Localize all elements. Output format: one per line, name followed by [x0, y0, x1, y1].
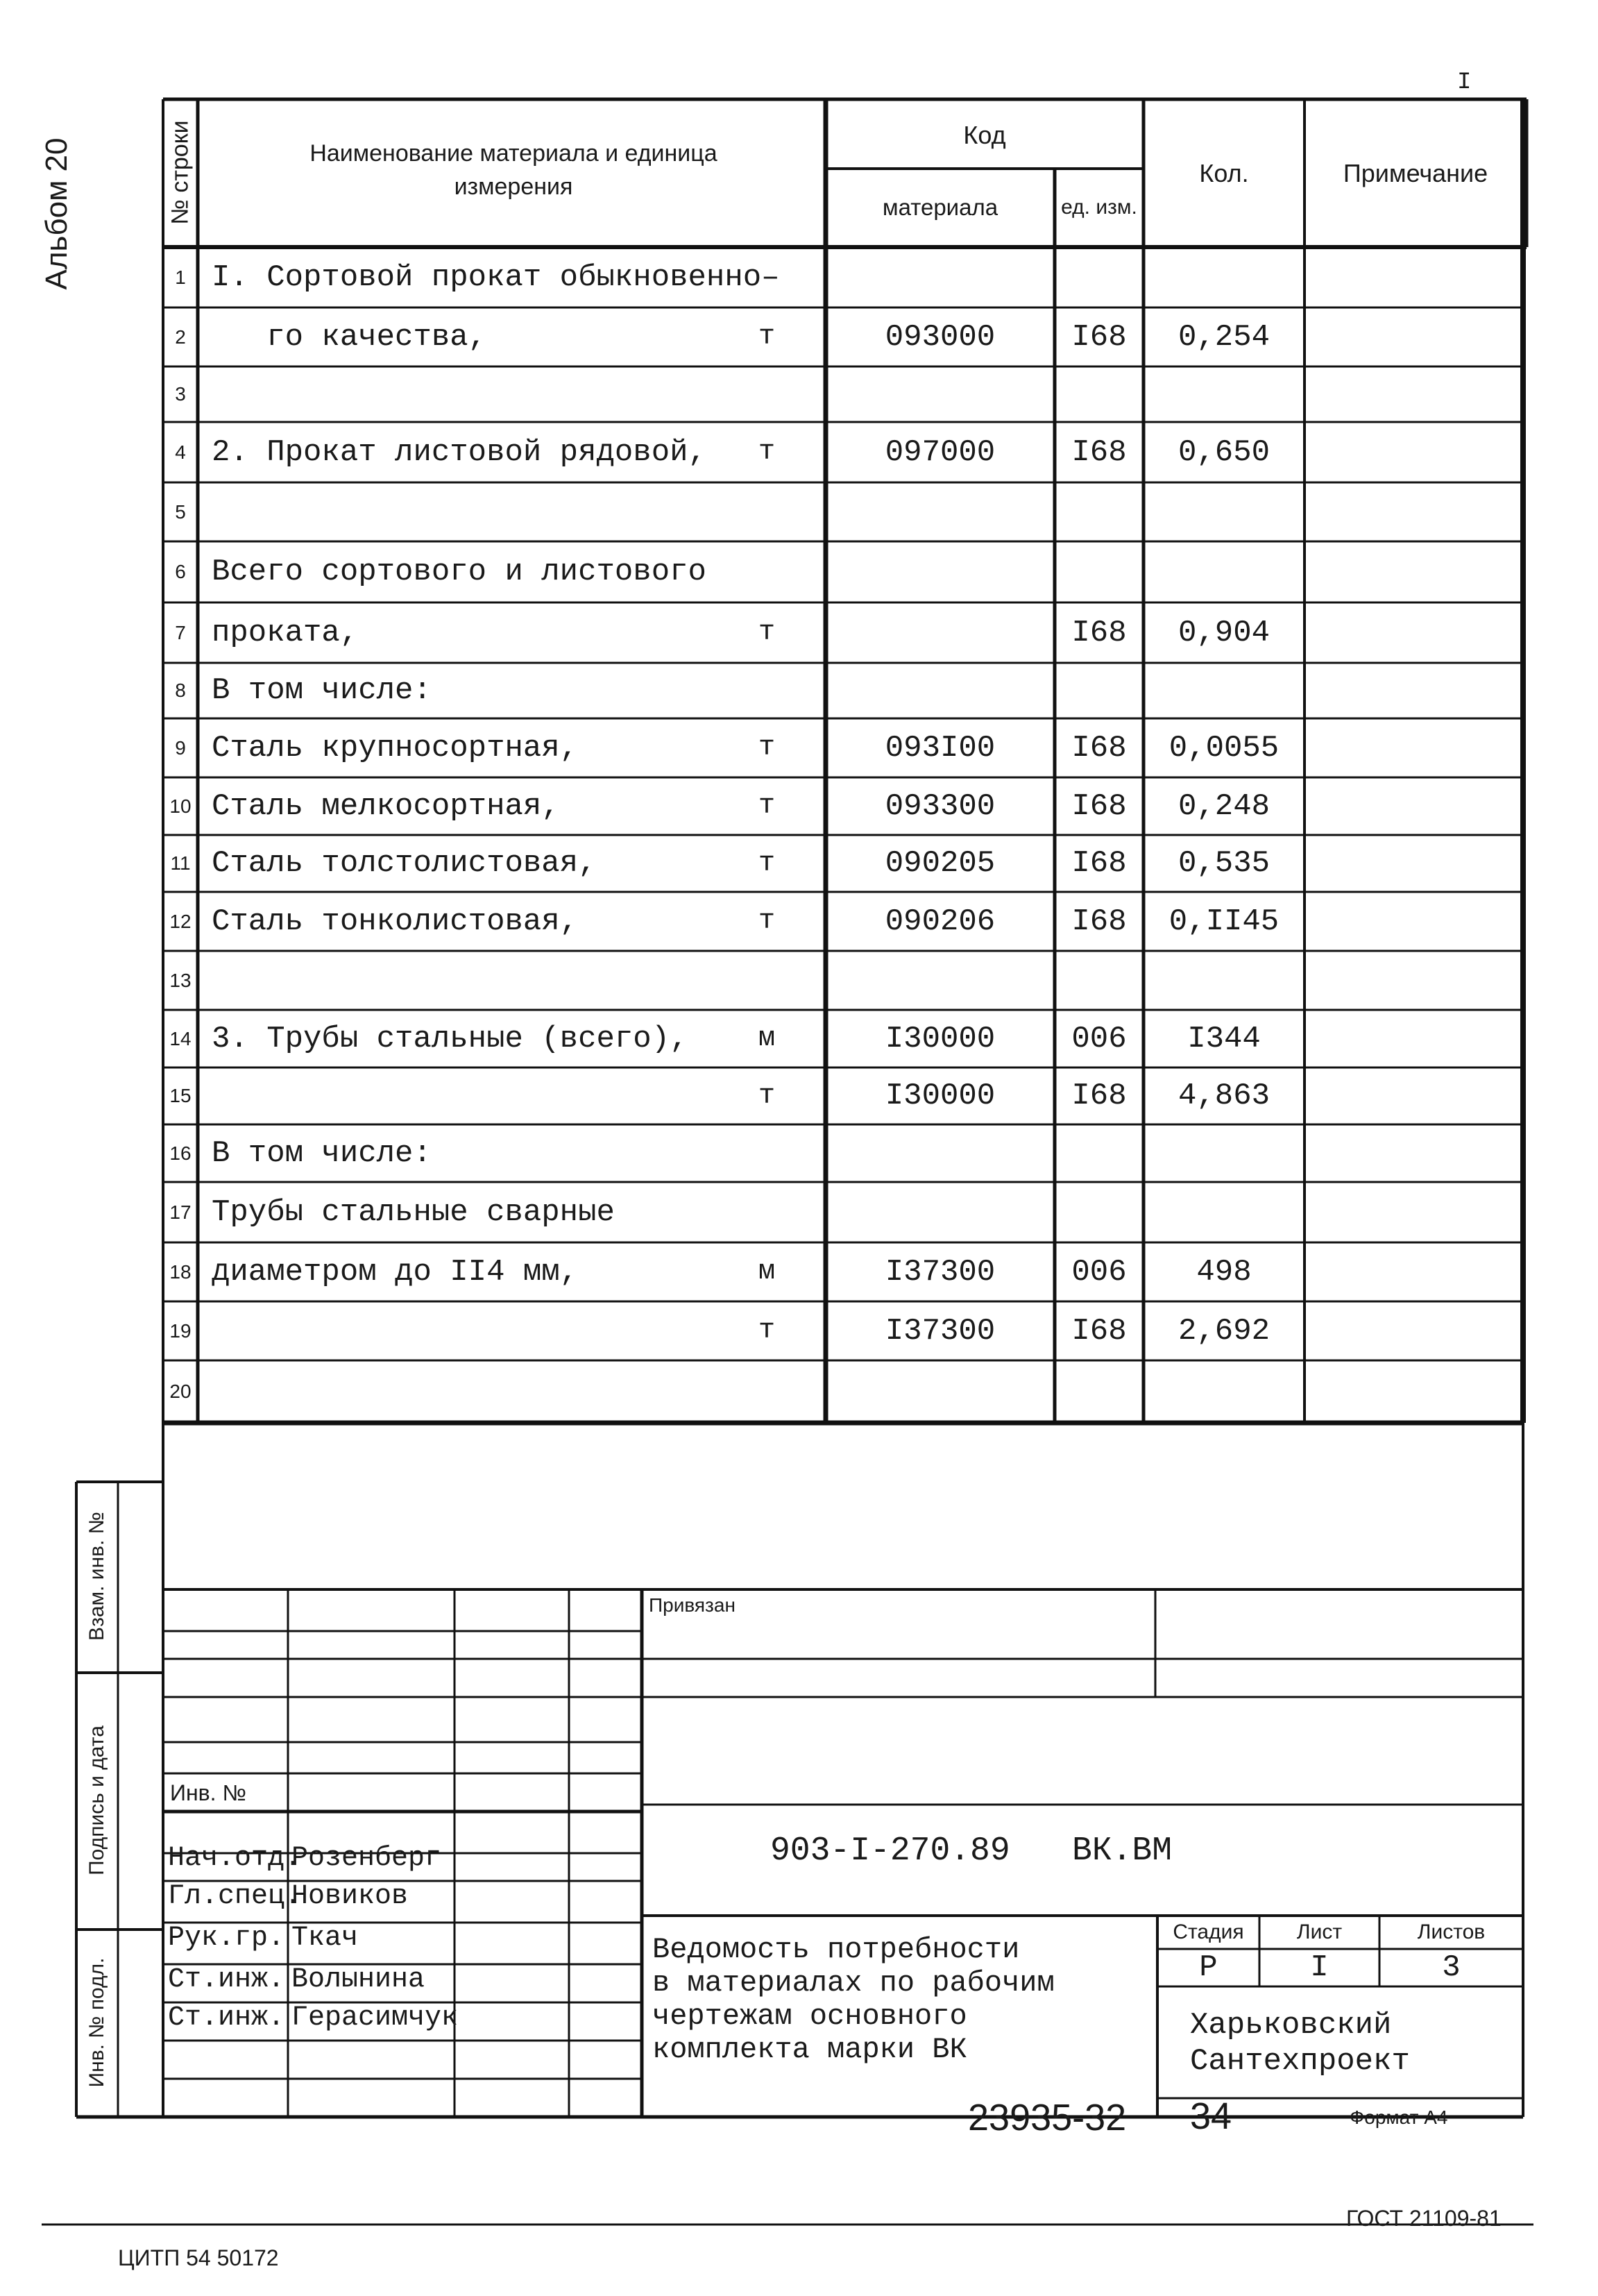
unit-code: I68 [1071, 434, 1127, 470]
material-code: I30000 [885, 1079, 996, 1113]
unit-code: I68 [1071, 615, 1127, 650]
document-code: 903-I-270.89 [770, 1832, 1010, 1870]
row-number: 17 [169, 1201, 192, 1223]
standard-reference: ГОСТ 21109-81 [1346, 2206, 1502, 2231]
sheet-label: Лист [1296, 1921, 1343, 1943]
unit-code [1055, 366, 1144, 422]
signature-name: Волынина [291, 1964, 425, 1995]
quantity: 498 [1196, 1254, 1252, 1290]
signature-role: Ст.инж. [168, 1964, 285, 1995]
signature-role: Нач.отд. [168, 1843, 302, 1874]
unit-code [1055, 1360, 1144, 1423]
material-code: 090206 [885, 904, 996, 939]
signature-name: Розенберг [291, 1843, 442, 1874]
quantity [1144, 1360, 1304, 1423]
unit-code: I68 [1071, 1313, 1127, 1349]
row-number: 7 [175, 621, 186, 643]
unit-of-measure: т [758, 437, 775, 468]
material-code [826, 1124, 1055, 1182]
unit-code: I68 [1071, 846, 1127, 881]
material-code [826, 541, 1055, 602]
quantity [1144, 541, 1304, 602]
material-code: 097000 [885, 434, 996, 470]
quantity [1144, 1124, 1304, 1182]
material-name: диаметром до II4 мм, [212, 1254, 579, 1290]
material-code: I37300 [885, 1313, 996, 1349]
unit-of-measure: м [758, 1256, 775, 1288]
signature-name: Герасимчук [291, 2002, 459, 2034]
material-code: I30000 [885, 1021, 996, 1056]
material-name [212, 951, 739, 1010]
header-code: Код [963, 121, 1006, 149]
quantity [1144, 663, 1304, 718]
row-number: 20 [169, 1381, 192, 1402]
unit-code: I68 [1071, 788, 1127, 824]
material-code [826, 366, 1055, 422]
row-number: 8 [175, 679, 186, 701]
quantity: 2,692 [1178, 1313, 1270, 1349]
material-name: Сталь толстолистовая, [212, 846, 597, 881]
quantity: 0,248 [1178, 788, 1270, 824]
signature-name: Новиков [291, 1881, 409, 1912]
description-line: в материалах по рабочим [652, 1966, 1055, 2000]
header-note: Примечание [1343, 158, 1488, 187]
unit-code: I68 [1071, 904, 1127, 939]
unit-code: I68 [1071, 730, 1127, 766]
material-code [826, 482, 1055, 541]
description-line: Ведомость потребности [652, 1933, 1020, 1966]
material-name: В том числе: [212, 673, 432, 708]
album-label: Альбом 20 [40, 137, 74, 290]
unit-code: I68 [1071, 319, 1127, 355]
header-code-material: материала [882, 194, 998, 220]
quantity [1144, 1182, 1304, 1242]
unit-of-measure: т [758, 906, 775, 937]
header-material-name: Наименование материала и единица измерения [309, 140, 717, 200]
row-number: 4 [175, 441, 186, 463]
description-line: комплекта марки ВК [652, 2033, 967, 2066]
material-code [826, 951, 1055, 1010]
row-number: 14 [169, 1027, 192, 1049]
quantity: 0,535 [1178, 846, 1270, 881]
unit-of-measure [736, 1360, 798, 1423]
quantity: 4,863 [1178, 1079, 1270, 1113]
material-code: 093300 [885, 788, 996, 824]
quantity [1144, 247, 1304, 307]
row-number: 10 [169, 795, 192, 817]
unit-code: 006 [1071, 1021, 1127, 1056]
row-number: 1 [175, 266, 186, 288]
unit-code [1055, 541, 1144, 602]
unit-code [1055, 247, 1144, 307]
material-code: 093I00 [885, 730, 996, 766]
material-name: В том числе: [212, 1136, 432, 1171]
material-code [826, 602, 1055, 663]
unit-code [1055, 663, 1144, 718]
material-name: Сталь крупносортная, [212, 730, 579, 766]
material-code [826, 1182, 1055, 1242]
material-name: Сталь мелкосортная, [212, 788, 560, 824]
unit-code: 006 [1071, 1254, 1127, 1290]
unit-of-measure [736, 247, 798, 307]
material-name: I. Сортовой прокат обыкновенно– [212, 260, 780, 295]
material-code: 090205 [885, 846, 996, 881]
quantity [1144, 482, 1304, 541]
signature-role: Ст.инж. [168, 2002, 285, 2034]
quantity [1144, 951, 1304, 1010]
signature-role: Рук.гр. [168, 1923, 285, 1954]
material-name [212, 1360, 739, 1423]
unit-code [1055, 951, 1144, 1010]
print-reference: ЦИТП 54 50172 [118, 2245, 279, 2270]
row-number: 18 [169, 1260, 192, 1283]
unit-of-measure: т [758, 847, 775, 879]
linked-label: Привязан [649, 1594, 736, 1616]
unit-of-measure: т [758, 617, 775, 648]
quantity [1144, 366, 1304, 422]
stage-label: Стадия [1173, 1921, 1244, 1943]
material-name: 2. Прокат листовой рядовой, [212, 434, 706, 470]
quantity: 0,0055 [1168, 730, 1280, 766]
stamp-signature-date: Подпись и дата [85, 1725, 108, 1875]
unit-of-measure [736, 1124, 798, 1182]
stamp-replaced-inventory: Взам. инв. № [85, 1512, 108, 1641]
unit-of-measure: т [758, 1315, 775, 1347]
material-name: проката, [212, 615, 359, 650]
organization-line-2: Сантехпроект [1190, 2044, 1410, 2079]
quantity: I344 [1187, 1021, 1261, 1056]
unit-of-measure: т [758, 732, 775, 763]
stage-value: Р [1199, 1950, 1218, 1985]
material-name [212, 482, 739, 541]
paper-format: Формат А4 [1350, 2107, 1448, 2128]
header-quantity: Кол. [1199, 158, 1249, 187]
signature-name: Ткач [291, 1923, 359, 1954]
material-name: Всего сортового и листового [212, 555, 706, 589]
sheet-value: I [1310, 1950, 1329, 1985]
row-number: 13 [169, 969, 192, 991]
stamp-original-inventory: Инв. № подл. [85, 1957, 108, 2088]
quantity: 0,II45 [1168, 904, 1280, 939]
quantity: 0,254 [1178, 319, 1270, 355]
document-mark: ВК.ВМ [1072, 1832, 1173, 1870]
material-code [826, 1360, 1055, 1423]
organization-line-1: Харьковский [1190, 2008, 1392, 2043]
row-number: 3 [175, 383, 186, 405]
unit-of-measure [736, 1182, 798, 1242]
row-number: 15 [169, 1085, 192, 1106]
unit-of-measure: т [758, 321, 775, 353]
unit-of-measure [736, 663, 798, 718]
unit-code [1055, 1124, 1144, 1182]
quantity: 0,904 [1178, 615, 1270, 650]
unit-of-measure [736, 541, 798, 602]
unit-of-measure [736, 482, 798, 541]
unit-of-measure: м [758, 1023, 775, 1054]
row-number: 5 [175, 500, 186, 523]
material-name [212, 1301, 739, 1360]
corner-mark: I [1457, 69, 1472, 96]
material-name: Сталь тонколистовая, [212, 904, 579, 939]
header-code-unit: ед. изм. [1061, 196, 1137, 219]
sheets-value: 3 [1442, 1950, 1461, 1985]
material-code [826, 663, 1055, 718]
material-code: 093000 [885, 319, 996, 355]
material-name: 3. Трубы стальные (всего), [212, 1021, 688, 1056]
row-number: 12 [169, 910, 192, 932]
material-name [212, 366, 739, 422]
archive-number: 23935-32 [968, 2097, 1127, 2138]
material-code [826, 247, 1055, 307]
material-code: I37300 [885, 1254, 996, 1290]
row-number: 9 [175, 736, 186, 759]
unit-code [1055, 482, 1144, 541]
quantity: 0,650 [1178, 434, 1270, 470]
row-number: 19 [169, 1319, 192, 1342]
unit-of-measure: т [758, 791, 775, 822]
unit-code: I68 [1071, 1079, 1127, 1113]
header-row-number: № строки [167, 120, 194, 225]
unit-code [1055, 1182, 1144, 1242]
unit-of-measure [736, 951, 798, 1010]
signature-role: Гл.спец. [168, 1881, 302, 1912]
row-number: 2 [175, 326, 186, 348]
material-name: го качества, [212, 319, 487, 355]
row-number: 16 [169, 1142, 192, 1164]
material-name [212, 1067, 739, 1124]
row-number: 11 [170, 852, 191, 874]
sheets-label: Листов [1417, 1921, 1486, 1943]
inventory-number-label: Инв. № [170, 1780, 246, 1805]
material-name: Трубы стальные сварные [212, 1195, 615, 1230]
unit-of-measure: т [758, 1080, 775, 1112]
description-line: чертежам основного [652, 2000, 967, 2033]
unit-of-measure [736, 366, 798, 422]
page-number: 34 [1190, 2095, 1232, 2137]
row-number: 6 [175, 561, 186, 582]
